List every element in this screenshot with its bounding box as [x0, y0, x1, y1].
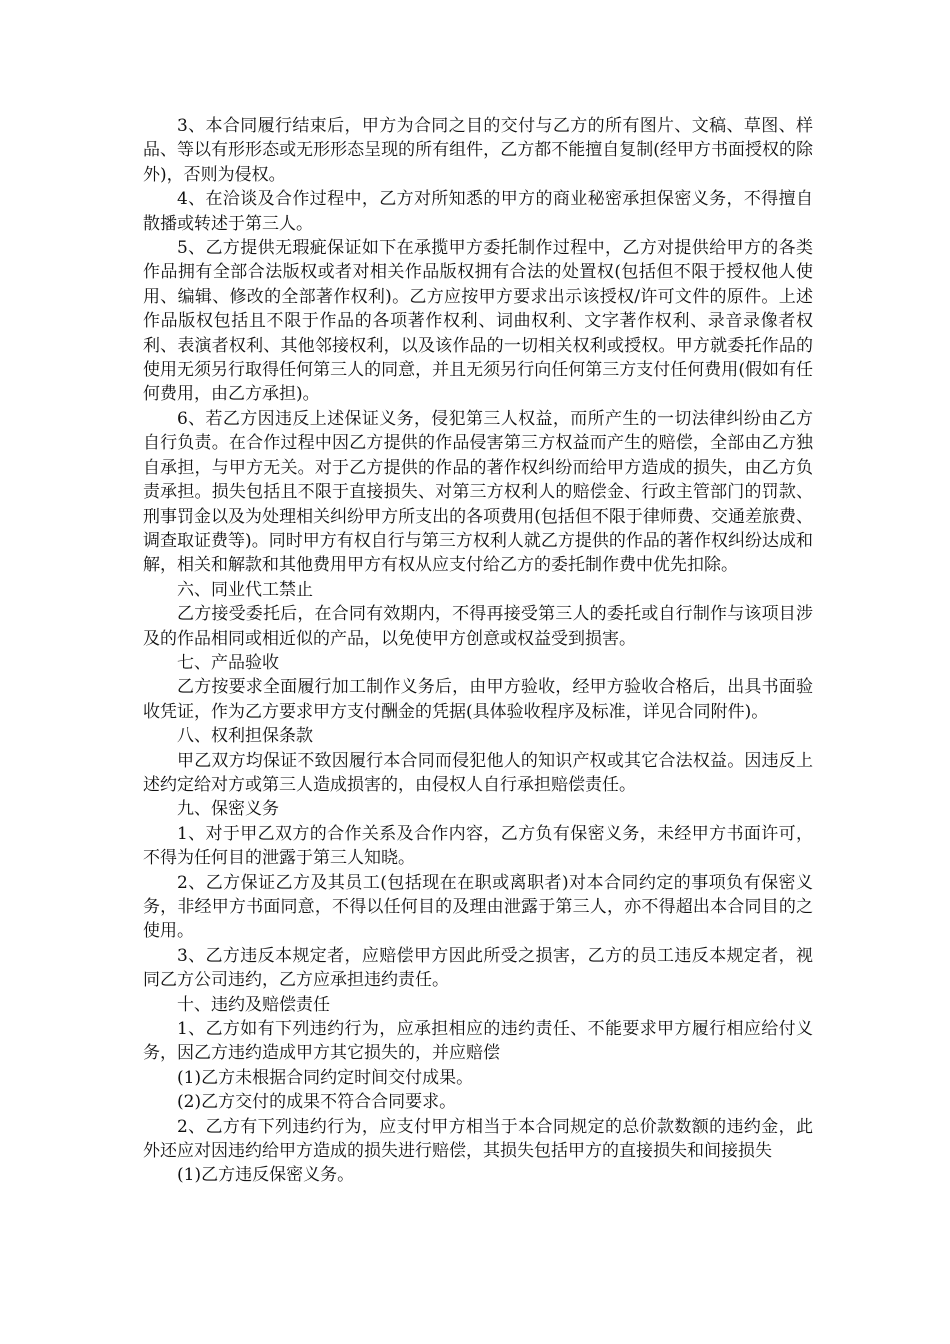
section-6-heading: 六、同业代工禁止	[177, 579, 313, 600]
clause-4-paragraph: 4、在洽谈及合作过程中，乙方对所知悉的甲方的商业秘密承担保密义务，不得擅自散播或转述于第三人。	[143, 189, 813, 234]
section-9-clause-1: 1、对于甲乙双方的合作关系及合作内容，乙方负有保密义务，未经甲方书面许可，不得为任何目的泄露于第三人知晓。	[143, 823, 813, 869]
section-8-heading: 八、权利担保条款	[177, 726, 313, 747]
section-9-clause-3: 3、乙方违反本规定者，应赔偿甲方因此所受之损害，乙方的员工违反本规定者，视同乙方公司违约，乙方应承担违约责任。	[143, 945, 813, 991]
section-9-clause-2: 2、乙方保证乙方及其员工(包括现在在职或离职者)对本合同约定的事项负有保密义务，非经甲方书面同意，不得以任何目的及理由泄露于第三人，亦不得超出本合同目的之使用。	[143, 872, 813, 942]
clause-5-paragraph: 5、乙方提供无瑕疵保证如下在承揽甲方委托制作过程中，乙方对提供给甲方的各类作品拥有全部合法版权或者对相关作品版权拥有合法的处置权(包括但不限于授权他人使用、编辑、修改的全部著作权利)。乙方应按甲方要求出示该授权/许可文件的原件。上述作品版权包括且不限于作品的各项著作权利、词曲权利、文字著作权利、录音录像者权利、表演者权利、其他邻接权利，以及该作品的一切相关权利或授权。甲方就委托作品的使用无须另行取得任何第三人的同意，并且无须另行向任何第三方支付任何费用(假如有任何费用，由乙方承担)。	[143, 238, 813, 405]
section-9-heading: 九、保密义务	[177, 799, 279, 820]
document-page	[143, 114, 813, 1188]
section-7-paragraph: 乙方按要求全面履行加工制作义务后，由甲方验收，经甲方验收合格后，出具书面验收凭证，作为乙方要求甲方支付酬金的凭据(具体验收程序及标准，详见合同附件)。	[143, 677, 813, 722]
section-10-item-2-1: (1)乙方违反保密义务。	[177, 1165, 355, 1186]
section-10-item-1-1: (1)乙方未根据合同约定时间交付成果。	[177, 1067, 474, 1088]
section-8-paragraph: 甲乙双方均保证不致因履行本合同而侵犯他人的知识产权或其它合法权益。因违反上述约定给对方或第三人造成损害的，由侵权人自行承担赔偿责任。	[143, 750, 813, 795]
section-6-paragraph: 乙方接受委托后，在合同有效期内，不得再接受第三人的委托或自行制作与该项目涉及的作品相同或相近似的产品，以免使甲方创意或权益受到损害。	[143, 604, 813, 649]
section-7-heading: 七、产品验收	[177, 652, 279, 673]
section-10-item-1-2: (2)乙方交付的成果不符合合同要求。	[177, 1092, 457, 1113]
clause-3-paragraph: 3、本合同履行结束后，甲方为合同之目的交付与乙方的所有图片、文稿、草图、样品、等以有形形态或无形形态呈现的所有组件，乙方都不能擅自复制(经甲方书面授权的除外)，否则为侵权。	[143, 116, 813, 185]
section-10-clause-1: 1、乙方如有下列违约行为，应承担相应的违约责任、不能要求甲方履行相应给付义务，因乙方违约造成甲方其它损失的，并应赔偿	[143, 1019, 813, 1064]
clause-6-paragraph: 6、若乙方因违反上述保证义务，侵犯第三人权益，而所产生的一切法律纠纷由乙方自行负责。在合作过程中因乙方提供的作品侵害第三方权益而产生的赔偿，全部由乙方独自承担，与甲方无关。对于乙方提供的作品的著作权纠纷而给甲方造成的损失，由乙方负责承担。损失包括且不限于直接损失、对第三方权利人的赔偿金、行政主管部门的罚款、刑事罚金以及为处理相关纠纷甲方所支出的各项费用(包括但不限于律师费、交通差旅费、调查取证费等)。同时甲方有权自行与第三方权利人就乙方提供的作品的著作权纠纷达成和解，相关和解款和其他费用甲方有权从应支付给乙方的委托制作费中优先扣除。	[143, 408, 813, 576]
section-10-heading: 十、违约及赔偿责任	[177, 994, 330, 1015]
section-10-clause-2: 2、乙方有下列违约行为，应支付甲方相当于本合同规定的总价款数额的违约金，此外还应对因违约给甲方造成的损失进行赔偿，其损失包括甲方的直接损失和间接损失	[143, 1116, 813, 1162]
